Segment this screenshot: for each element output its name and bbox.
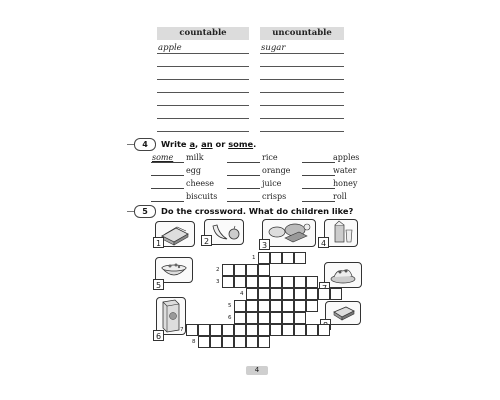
crossword-cell[interactable] xyxy=(210,324,222,336)
food-word: roll xyxy=(333,192,347,201)
crossword-cell[interactable] xyxy=(306,276,318,288)
crossword-key-cell[interactable] xyxy=(258,264,270,276)
crossword-cell[interactable] xyxy=(282,276,294,288)
food-word: biscuits xyxy=(186,192,218,201)
crossword-cell[interactable] xyxy=(222,324,234,336)
answer-blank[interactable] xyxy=(302,162,335,163)
crossword-key-cell[interactable] xyxy=(258,288,270,300)
crossword-cell[interactable] xyxy=(210,336,222,348)
crossword-cell[interactable] xyxy=(294,324,306,336)
answer-blank[interactable] xyxy=(151,188,184,189)
crossword-cell[interactable] xyxy=(270,312,282,324)
crossword-cell[interactable] xyxy=(270,276,282,288)
crossword-clue-number: 6 xyxy=(228,315,232,321)
answer-blank[interactable] xyxy=(227,201,260,202)
crossword-clue-number: 7 xyxy=(180,327,184,333)
crossword-cell[interactable] xyxy=(294,312,306,324)
exercise-5-title: Do the crossword. What do children like? xyxy=(161,206,354,216)
countable-line[interactable] xyxy=(157,53,249,54)
crossword-cell[interactable] xyxy=(234,312,246,324)
crossword-cell[interactable] xyxy=(198,336,210,348)
crossword-cell[interactable] xyxy=(282,312,294,324)
food-plate-icon xyxy=(263,220,315,246)
picture-3-number: 3 xyxy=(259,239,270,250)
exercise-4-badge: 4 xyxy=(134,138,156,151)
crossword-cell[interactable] xyxy=(198,324,210,336)
food-word: water xyxy=(333,166,357,175)
crossword-cell[interactable] xyxy=(234,276,246,288)
food-word: rice xyxy=(262,153,278,162)
crossword-cell[interactable] xyxy=(222,264,234,276)
picture-4-drink xyxy=(324,219,358,247)
crossword-cell[interactable] xyxy=(246,288,258,300)
countable-line[interactable] xyxy=(157,79,249,80)
uncountable-line[interactable] xyxy=(260,118,344,119)
crossword-cell[interactable] xyxy=(234,336,246,348)
crossword-cell[interactable] xyxy=(282,288,294,300)
answer-blank[interactable] xyxy=(151,201,184,202)
picture-4-number: 4 xyxy=(318,237,329,248)
countable-line[interactable] xyxy=(157,92,249,93)
crossword-cell[interactable] xyxy=(246,312,258,324)
drink-carton-icon xyxy=(325,220,357,246)
food-word: milk xyxy=(186,153,204,162)
crossword-key-cell[interactable] xyxy=(258,312,270,324)
answer-blank[interactable] xyxy=(302,175,335,176)
crossword-key-cell[interactable] xyxy=(258,336,270,348)
crossword-cell[interactable] xyxy=(294,300,306,312)
countable-line[interactable] xyxy=(157,118,249,119)
answer-blank[interactable] xyxy=(302,188,335,189)
bread-slice-icon xyxy=(326,302,360,324)
food-word: honey xyxy=(333,179,358,188)
uncountable-line[interactable] xyxy=(260,92,344,93)
countable-example: apple xyxy=(158,43,182,53)
picture-3-food xyxy=(262,219,316,247)
food-word: cheese xyxy=(186,179,214,188)
crossword-cell[interactable] xyxy=(294,276,306,288)
crossword-cell[interactable] xyxy=(294,252,306,264)
crossword-cell[interactable] xyxy=(306,300,318,312)
uncountable-line[interactable] xyxy=(260,53,344,54)
crossword-key-cell[interactable] xyxy=(258,300,270,312)
crossword-cell[interactable] xyxy=(246,324,258,336)
food-word: egg xyxy=(186,166,201,175)
uncountable-line[interactable] xyxy=(260,66,344,67)
crossword-key-cell[interactable] xyxy=(258,276,270,288)
exercise-5-badge: 5 xyxy=(134,205,156,218)
crossword-clue-number: 5 xyxy=(228,303,232,309)
countable-line[interactable] xyxy=(157,105,249,106)
crossword-cell[interactable] xyxy=(270,300,282,312)
food-word: crisps xyxy=(262,192,287,201)
crossword-cell[interactable] xyxy=(246,300,258,312)
uncountable-example: sugar xyxy=(261,43,286,53)
picture-6-number: 6 xyxy=(153,330,164,341)
uncountable-line[interactable] xyxy=(260,105,344,106)
answer-example: some xyxy=(152,153,174,162)
crossword-cell[interactable] xyxy=(246,336,258,348)
picture-1-number: 1 xyxy=(153,237,164,248)
food-word: juice xyxy=(262,179,282,188)
crossword-key-cell[interactable] xyxy=(258,252,270,264)
countable-line[interactable] xyxy=(157,131,249,132)
crossword-cell[interactable] xyxy=(186,324,198,336)
picture-5-number: 5 xyxy=(153,279,164,290)
answer-blank[interactable] xyxy=(151,162,184,163)
crossword-cell[interactable] xyxy=(318,288,330,300)
crossword-clue-number: 8 xyxy=(192,339,196,345)
page-number: 4 xyxy=(246,366,268,375)
crossword-cell[interactable] xyxy=(306,324,318,336)
food-word: orange xyxy=(262,166,291,175)
answer-blank[interactable] xyxy=(302,201,335,202)
crossword-cell[interactable] xyxy=(330,288,342,300)
crossword-cell[interactable] xyxy=(234,300,246,312)
uncountable-line[interactable] xyxy=(260,131,344,132)
crossword-cell[interactable] xyxy=(234,264,246,276)
crossword-key-cell[interactable] xyxy=(258,324,270,336)
picture-2-number: 2 xyxy=(201,235,212,246)
food-word: apples xyxy=(333,153,360,162)
crossword-cell[interactable] xyxy=(294,288,306,300)
crossword-cell[interactable] xyxy=(270,288,282,300)
answer-blank[interactable] xyxy=(227,175,260,176)
crossword-clue-number: 1 xyxy=(252,255,256,261)
crossword-cell[interactable] xyxy=(246,264,258,276)
answer-blank[interactable] xyxy=(151,175,184,176)
uncountable-header: uncountable xyxy=(260,27,344,40)
crossword-cell[interactable] xyxy=(270,324,282,336)
crossword-clue-number: 2 xyxy=(216,267,220,273)
crossword-clue-number: 3 xyxy=(216,279,220,285)
crossword-cell[interactable] xyxy=(234,324,246,336)
crossword-cell[interactable] xyxy=(306,288,318,300)
exercise-4-title: Write a, an or some. xyxy=(161,139,257,149)
crossword-cell[interactable] xyxy=(270,252,282,264)
crossword-cell[interactable] xyxy=(222,336,234,348)
answer-blank[interactable] xyxy=(227,162,260,163)
uncountable-line[interactable] xyxy=(260,79,344,80)
crossword-cell[interactable] xyxy=(246,276,258,288)
cake-icon xyxy=(325,263,361,287)
countable-line[interactable] xyxy=(157,66,249,67)
crossword-cell[interactable] xyxy=(282,252,294,264)
crossword-cell[interactable] xyxy=(282,324,294,336)
countable-header: countable xyxy=(157,27,249,40)
crossword-clue-number: 4 xyxy=(240,291,244,297)
crossword-cell[interactable] xyxy=(222,276,234,288)
crossword-cell[interactable] xyxy=(282,300,294,312)
crossword-cell[interactable] xyxy=(318,324,330,336)
answer-blank[interactable] xyxy=(227,188,260,189)
